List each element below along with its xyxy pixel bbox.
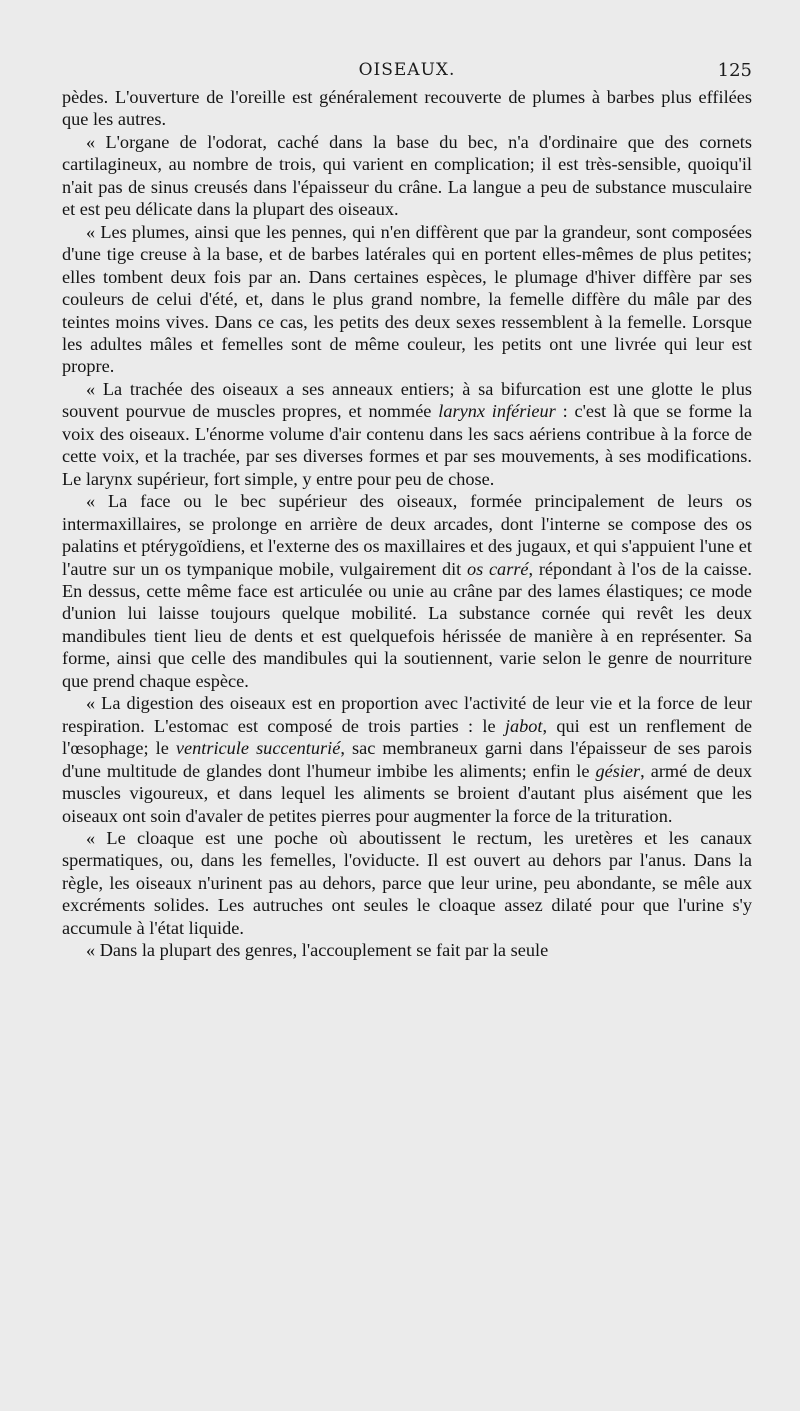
text-run: « La face ou le bec supérieur des oiseaux, formée principalement de leurs os intermaxillaires, se prolonge en arrière de deux arcades, dont l'interne se compose des os palatins et ptérygoïdiens, et l'externe des os maxillaires et des jugaux, et qui s'appuient l'une et l'autre sur un os tympanique mobile, vulgairement dit bbox=[62, 491, 752, 579]
italic-term: jabot bbox=[504, 715, 543, 736]
italic-term: gésier bbox=[595, 760, 641, 781]
italic-term: os carré bbox=[466, 558, 529, 579]
italic-term: larynx inférieur bbox=[438, 401, 556, 422]
text-run: pèdes. L'ouverture de l'oreille est généralement recouverte de plumes à barbes plus effilées que les autres. bbox=[62, 87, 752, 130]
paragraph-8 bbox=[62, 939, 752, 961]
paragraph-1 bbox=[62, 86, 752, 131]
text-run: , qui est un renflement de l'œsophage; le bbox=[62, 715, 752, 759]
text-run: « Dans la plupart des genres, l'accouplement se fait par la seule bbox=[86, 940, 549, 961]
text-run: : c'est là que se forme la voix des oiseaux. L'énorme volume d'air contenu dans les sacs aériens contribue à la force de cette voix, et la trachée, par ses diverses formes et par ses mouvements, à ses modifications. Le larynx supérieur, fort simple, y entre pour peu de chose. bbox=[62, 401, 752, 489]
running-title: OISEAUX. bbox=[358, 60, 456, 80]
paragraph-2 bbox=[62, 131, 752, 221]
text-run: , sac membraneux garni dans l'épaisseur de ses parois d'une multitude de glandes dont l'humeur imbibe les aliments; enfin le bbox=[62, 738, 752, 781]
italic-term: ventricule succenturié bbox=[175, 738, 341, 759]
text-run: « La digestion des oiseaux est en proportion avec l'activité de leur vie et la force de leur respiration. L'estomac est composé de trois parties : le bbox=[62, 693, 752, 736]
text-run: « L'organe de l'odorat, caché dans la base du bec, n'a d'ordinaire que des cornets cartilagineux, au nombre de trois, qui varient en complication; il est très-sensible, quoiqu'il n'ait pas de sinus creusés dans l'épaisseur du crâne. La langue a peu de substance musculaire et est peu délicate dans la plupart des oiseaux. bbox=[62, 131, 752, 220]
text-run: « Les plumes, ainsi que les pennes, qui n'en diffèrent que par la grandeur, sont composées d'une tige creuse à la base, et de barbes latérales qui en portent elles-mêmes de plus petites; elles tombent deux fois par an. Dans certaines espèces, le plumage d'hiver diffère par ses couleurs de celui d'été, et, dans le plus grand nombre, la femelle diffère du mâle par des teintes moins vives. Dans ce cas, les petits des deux sexes ressemblent à la femelle. Lorsque les adultes mâles et femelles sont de même couleur, les petits ont une livrée qui leur est propre. bbox=[62, 221, 752, 377]
paragraph-7 bbox=[62, 827, 752, 939]
text-run: « Le cloaque est une poche où aboutissent le rectum, les uretères et les canaux spermatiques, ou, dans les femelles, l'oviducte. Il est ouvert au dehors par l'anus. Dans la règle, les oiseaux n'urinent pas au dehors, parce que leur urine, peu abondante, se mêle aux excréments solides. Les autruches ont seules le cloaque assez dilaté pour que l'urine s'y accumule à l'état liquide. bbox=[62, 827, 752, 938]
paragraph-5 bbox=[62, 490, 752, 692]
paragraph-3 bbox=[62, 221, 752, 378]
running-header bbox=[62, 58, 752, 84]
paragraph-4 bbox=[62, 378, 752, 490]
text-run: , répondant à l'os de la caisse. En dessus, cette même face est articulée ou unie au crâne par des lames élastiques; ce mode d'union lui laisse toujours quelque mobilité. La substance cornée qui revêt les deux mandibules tient lieu de dents et est quelquefois hérissée de manière à en représenter. Sa forme, ainsi que celle des mandibules qui la soutiennent, varie selon le genre de nourriture que prend chaque espèce. bbox=[62, 558, 752, 691]
paragraph-6 bbox=[62, 692, 752, 827]
text-run: , armé de deux muscles vigoureux, et dans lequel les aliments se broient d'autant plus aisément que les oiseaux ont soin d'avaler de petites pierres pour augmenter la force de la trituration. bbox=[62, 760, 753, 826]
text-run: « La trachée des oiseaux a ses anneaux entiers; à sa bifurcation est une glotte le plus souvent pourvue de muscles propres, et nommée bbox=[62, 378, 752, 422]
body-text bbox=[62, 86, 752, 962]
page-number: 125 bbox=[717, 60, 752, 81]
